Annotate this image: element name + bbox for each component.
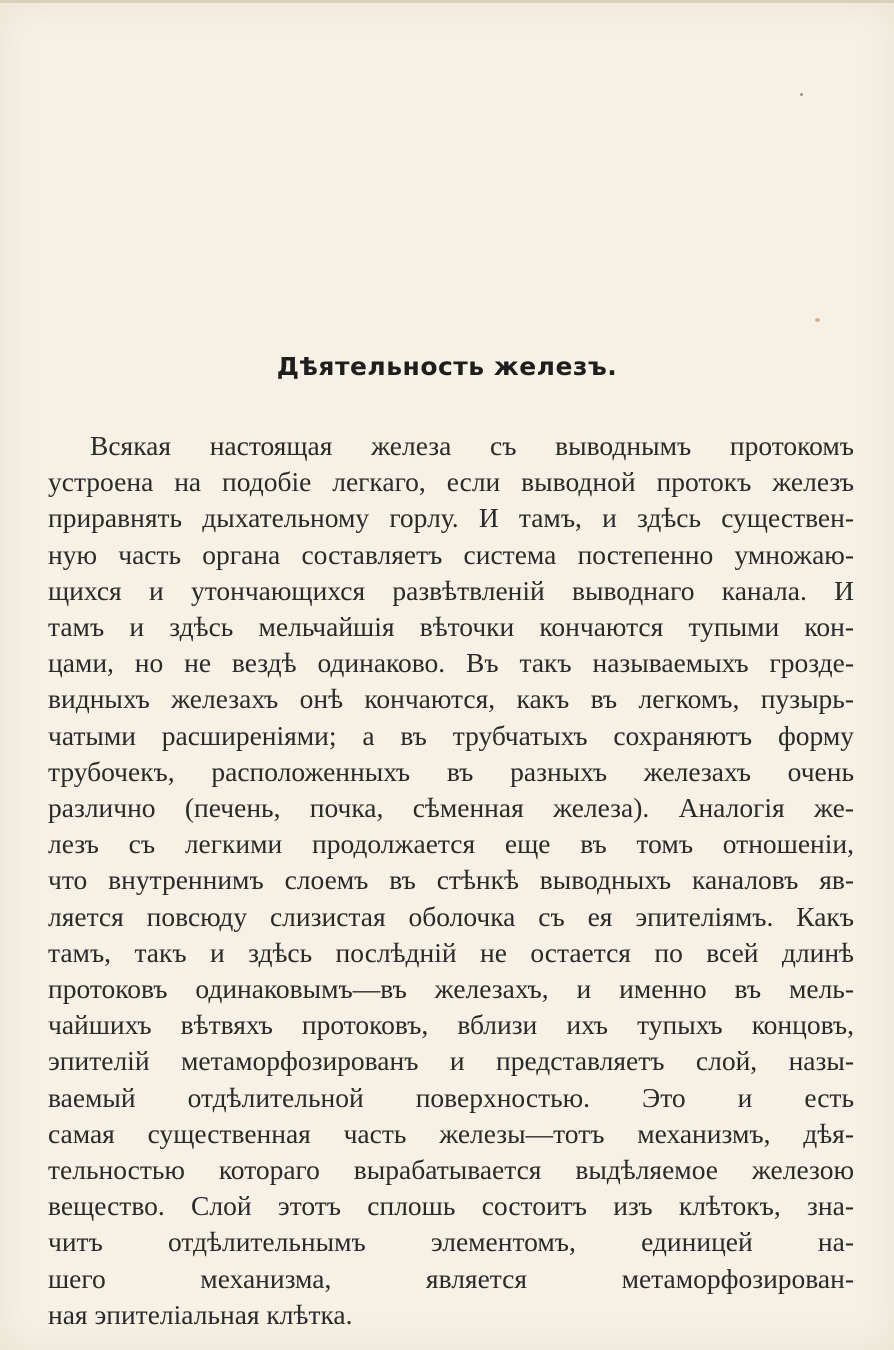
text-line: цами, но не вездѣ одинаково. Въ такъ называемыхъ грозде- bbox=[48, 647, 854, 679]
text-line: ная эпителіальная клѣтка. bbox=[48, 1298, 353, 1330]
text-line: эпителій метаморфозированъ и представляетъ слой, назы- bbox=[48, 1045, 854, 1077]
paper-speck bbox=[815, 318, 820, 322]
text-line: трубочекъ, расположенныхъ въ разныхъ железахъ очень bbox=[48, 755, 854, 787]
text-line: читъ отдѣлительнымъ элементомъ, единицей на- bbox=[48, 1226, 854, 1258]
text-line: Всякая настоящая железа съ выводнымъ протокомъ bbox=[90, 430, 854, 461]
text-line: чайшихъ вѣтвяхъ протоковъ, вблизи ихъ тупыхъ концовъ, bbox=[48, 1009, 854, 1041]
text-line: тамъ, такъ и здѣсь послѣдній не остается по всей длинѣ bbox=[48, 936, 854, 968]
text-line: самая существенная часть железы—тотъ механизмъ, дѣя- bbox=[48, 1117, 854, 1149]
text-line: вещество. Слой этотъ сплошь состоитъ изъ клѣтокъ, зна- bbox=[48, 1190, 854, 1222]
text-line: устроена на подобіе легкаго, если выводной протокъ железъ bbox=[48, 466, 854, 498]
paper-speck bbox=[800, 93, 803, 96]
body-paragraph bbox=[48, 428, 854, 1333]
text-line: ляется повсюду слизистая оболочка съ ея эпителіямъ. Какъ bbox=[48, 900, 854, 932]
text-line: приравнять дыхательному горлу. И тамъ, и здѣсь существен- bbox=[48, 502, 854, 534]
text-line: щихся и утончающихся развѣтвленій выводнаго канала. И bbox=[48, 574, 854, 606]
text-line: лезъ съ легкими продолжается еще въ томъ отношеніи, bbox=[48, 828, 854, 860]
text-line: чатыми расширеніями; а въ трубчатыхъ сохраняютъ форму bbox=[48, 719, 854, 751]
text-line: протоковъ одинаковымъ—въ железахъ, и именно въ мель- bbox=[48, 973, 854, 1005]
chapter-title: Дѣятельность железъ. bbox=[276, 352, 618, 381]
text-line: тельностью котораго вырабатывается выдѣляемое железою bbox=[48, 1154, 854, 1186]
text-line: что внутреннимъ слоемъ въ стѣнкѣ выводныхъ каналовъ яв- bbox=[48, 864, 854, 896]
text-line: ную часть органа составляетъ система постепенно умножаю- bbox=[48, 538, 854, 570]
text-line: видныхъ железахъ онѣ кончаются, какъ въ легкомъ, пузырь- bbox=[48, 683, 854, 715]
text-line: ваемый отдѣлительной поверхностью. Это и есть bbox=[48, 1081, 854, 1113]
text-line: тамъ и здѣсь мельчайшія вѣточки кончаются тупыми кон- bbox=[48, 611, 854, 643]
text-line: шего механизма, является метаморфозирован- bbox=[48, 1262, 854, 1294]
text-line: различно (печень, почка, сѣменная железа). Аналогія же- bbox=[48, 792, 854, 824]
page-top-edge bbox=[0, 0, 894, 3]
